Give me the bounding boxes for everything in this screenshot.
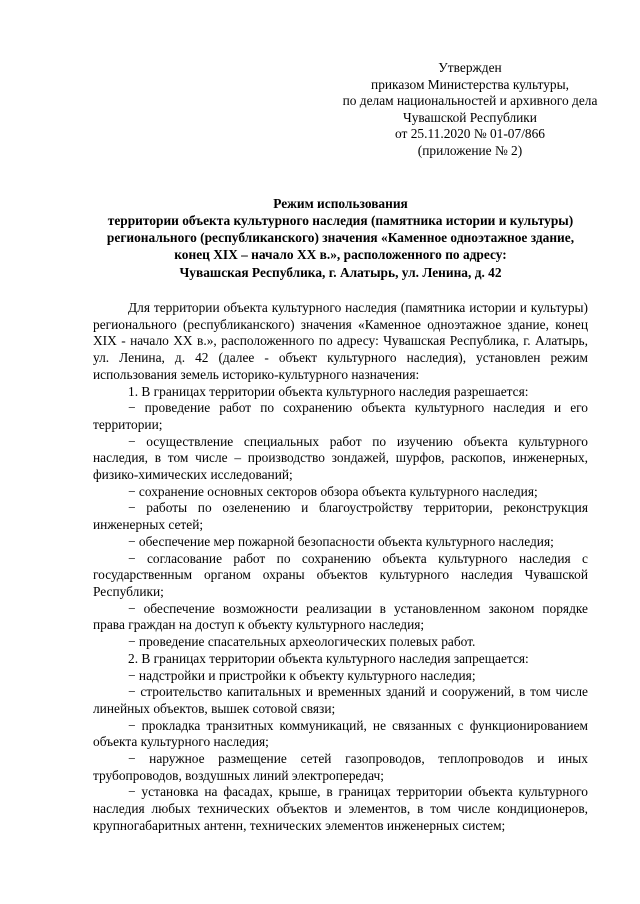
list-item: − наружное размещение сетей газопроводов, теплопроводов и иных трубопроводов, воздушных линий электропередач; — [93, 751, 588, 783]
approval-line: по делам национальностей и архивного дела — [342, 93, 598, 109]
list-item: − проведение работ по сохранению объекта культурного наследия и его территории; — [93, 400, 588, 432]
title-line: Режим использования — [273, 195, 408, 211]
list-item: − обеспечение мер пожарной безопасности объекта культурного наследия; — [128, 533, 554, 549]
title-line: территории объекта культурного наследия (памятника истории и культуры) — [107, 212, 574, 228]
title-line: регионального (республиканского) значения «Каменное одноэтажное здание, — [106, 230, 575, 246]
document-body — [93, 300, 588, 835]
title-line: конец XIX – начало XX в.», расположенного по адресу: — [174, 247, 507, 263]
intro-paragraph: Для территории объекта культурного наследия (памятника истории и культуры) регионального (республиканского) значения «Каменное одноэтажное здание, конец XIX - начало XX в.», расположенного по адресу: Чувашская Республика, г. Алатырь, ул. Ленина, д. 42 (далее - объект культурного наследия), установлен режим использования земель историко-культурного назначения: — [93, 300, 588, 382]
list-item: − установка на фасадах, крыше, в границах территории объекта культурного наследия любых технических объектов и элементов, в том числе кондиционеров, крупногабаритных антенн, технических элементов инженерных систем; — [93, 784, 588, 833]
approval-line: от 25.11.2020 № 01-07/866 — [395, 126, 545, 142]
list-item: − прокладка транзитных коммуникаций, не связанных с функционированием объекта культурного наследия; — [93, 717, 588, 750]
list-item: − работы по озеленению и благоустройству территории, реконструкция инженерных сетей; — [93, 500, 588, 533]
list-item: − согласование работ по сохранению объекта культурного наследия с государственным органом охраны объектов культурного наследия Чувашской Республики; — [93, 550, 588, 599]
document-title — [93, 195, 588, 281]
approval-line: Чувашской Республики — [403, 109, 537, 125]
approval-line: Утвержден — [438, 60, 502, 75]
list-item: − осуществление специальных работ по изучению объекта культурного наследия, в том числе – производство зондажей, шурфов, раскопов, инженерных, физико-химических исследований; — [93, 433, 588, 483]
section-heading: 2. В границах территории объекта культурного наследия запрещается: — [128, 650, 529, 666]
section-heading: 1. В границах территории объекта культурного наследия разрешается: — [128, 383, 529, 399]
list-item: − надстройки и пристройки к объекту культурного наследия; — [128, 667, 476, 683]
title-line: Чувашская Республика, г. Алатырь, ул. Ленина, д. 42 — [179, 264, 502, 280]
list-item: − проведение спасательных археологических полевых работ. — [128, 634, 476, 650]
list-item: − обеспечение возможности реализации в установленном законом порядке права граждан на доступ к объекту культурного наследия; — [93, 600, 588, 633]
approval-block — [340, 60, 600, 160]
list-item: − сохранение основных секторов обзора объекта культурного наследия; — [128, 483, 538, 499]
approval-line: приказом Министерства культуры, — [371, 76, 569, 92]
list-item: − строительство капитальных и временных зданий и сооружений, в том числе линейных объектов, вышек сотовой связи; — [93, 684, 588, 716]
approval-line: (приложение № 2) — [417, 142, 523, 158]
